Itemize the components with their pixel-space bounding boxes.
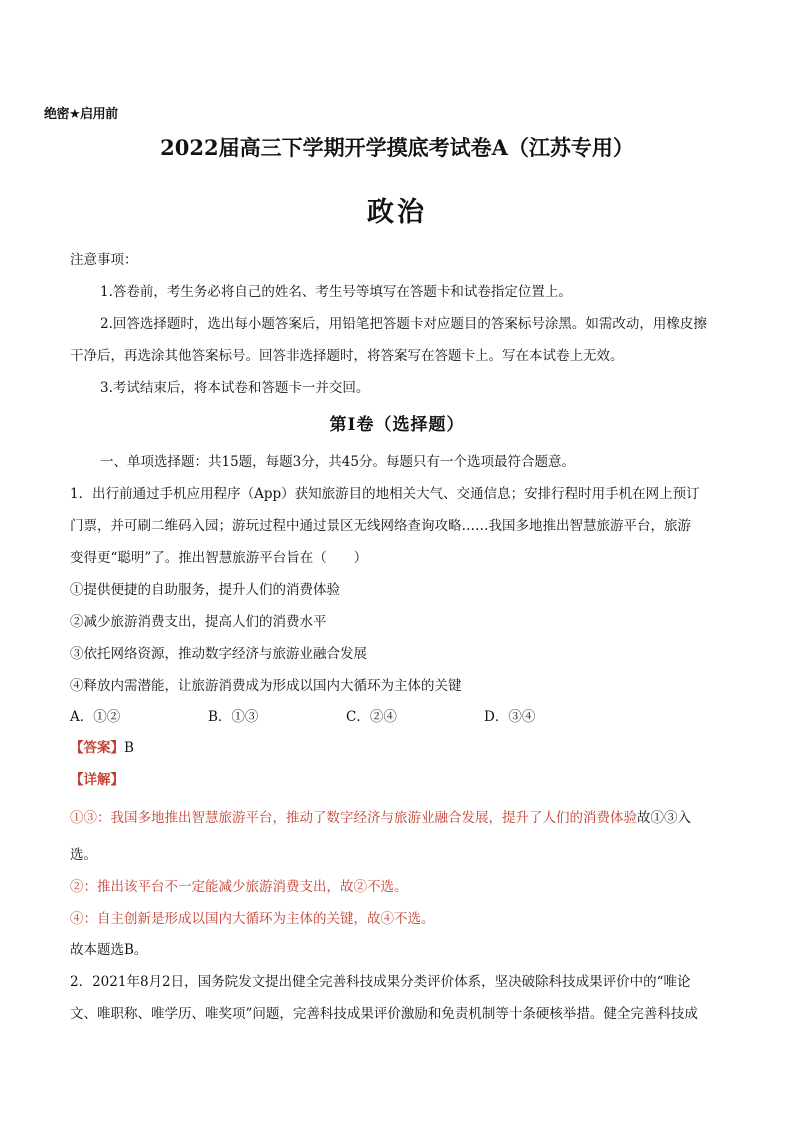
q1-explanation-3: ④：自主创新是形成以国内大循环为主体的关键，故④不选。 bbox=[70, 911, 435, 927]
q2-stem-line-1: 2．2021年8月2日，国务院发文提出健全完善科技成果分类评价体系，坚决破除科技成果评价中的“唯论 bbox=[70, 974, 691, 990]
q1-option-b: B．①③ bbox=[208, 709, 259, 725]
answer-value: B bbox=[124, 740, 134, 756]
q1-stem-line-2: 门票，并可刷二维码入园；游玩过程中通过景区无线网络查询攻略……我国多地推出智慧旅游平台，旅游 bbox=[70, 518, 691, 534]
q1-options bbox=[70, 707, 630, 727]
q1-explanation-2: ②：推出该平台不一定能减少旅游消费支出，故②不选。 bbox=[70, 879, 408, 895]
subject-title: 政治 bbox=[367, 197, 427, 228]
q1-statement-2: ②减少旅游消费支出，提高人们的消费水平 bbox=[70, 614, 327, 630]
exam-title: 2022届高三下学期开学摸底考试卷A（江苏专用） bbox=[160, 135, 634, 160]
notice-item-2-line-2: 干净后，再选涂其他答案标号。回答非选择题时，将答案写在答题卡上。写在本试卷上无效。 bbox=[70, 348, 624, 364]
explanation-1-tail: 故①③入 bbox=[637, 810, 691, 826]
q1-option-d: D．③④ bbox=[484, 709, 536, 725]
part-1-title: 第Ⅰ卷（选择题） bbox=[329, 415, 465, 435]
q1-explanation-1-line-2: 选。 bbox=[70, 847, 97, 863]
q1-option-c: C．②④ bbox=[346, 709, 397, 725]
section-heading: 一、单项选择题：共15题，每题3分，共45分。每题只有一个选项最符合题意。 bbox=[100, 454, 575, 470]
q1-stem-line-3: 变得更“聪明”了。推出智慧旅游平台旨在（ ） bbox=[70, 550, 368, 566]
q1-conclusion: 故本题选B。 bbox=[70, 942, 148, 958]
explanation-1-text: ①③：我国多地推出智慧旅游平台，推动了数字经济与旅游业融合发展，提升了人们的消费体验 bbox=[70, 810, 637, 826]
notice-item-1: 1.答卷前，考生务必将自己的姓名、考生号等填写在答题卡和试卷指定位置上。 bbox=[100, 284, 572, 300]
q1-stem-line-1: 1．出行前通过手机应用程序（App）获知旅游目的地相关大气、交通信息；安排行程时用手机在网上预订 bbox=[70, 486, 700, 502]
answer-label: 【答案】 bbox=[70, 740, 124, 756]
q1-answer bbox=[70, 738, 134, 758]
q1-statement-1: ①提供便捷的自助服务，提升人们的消费体验 bbox=[70, 582, 340, 598]
q1-detail-label: 【详解】 bbox=[70, 772, 124, 788]
q1-statement-3: ③依托网络资源，推动数字经济与旅游业融合发展 bbox=[70, 646, 367, 662]
q2-stem-line-2: 文、唯职称、唯学历、唯奖项”问题，完善科技成果评价激励和免责机制等十条硬核举措。健全完善科技成 bbox=[70, 1006, 698, 1022]
q1-option-a: A．①② bbox=[70, 709, 121, 725]
confidential-mark: 绝密★启用前 bbox=[44, 107, 118, 122]
notice-heading: 注意事项： bbox=[70, 252, 138, 268]
q1-statement-4: ④释放内需潜能，让旅游消费成为形成以国内大循环为主体的关键 bbox=[70, 678, 462, 694]
notice-item-3: 3.考试结束后，将本试卷和答题卡一并交回。 bbox=[100, 380, 370, 396]
notice-item-2-line-1: 2.回答选择题时，选出每小题答案后，用铅笔把答题卡对应题目的答案标号涂黑。如需改动，用橡皮擦 bbox=[100, 316, 707, 332]
q1-explanation-1-line-1 bbox=[70, 808, 691, 828]
